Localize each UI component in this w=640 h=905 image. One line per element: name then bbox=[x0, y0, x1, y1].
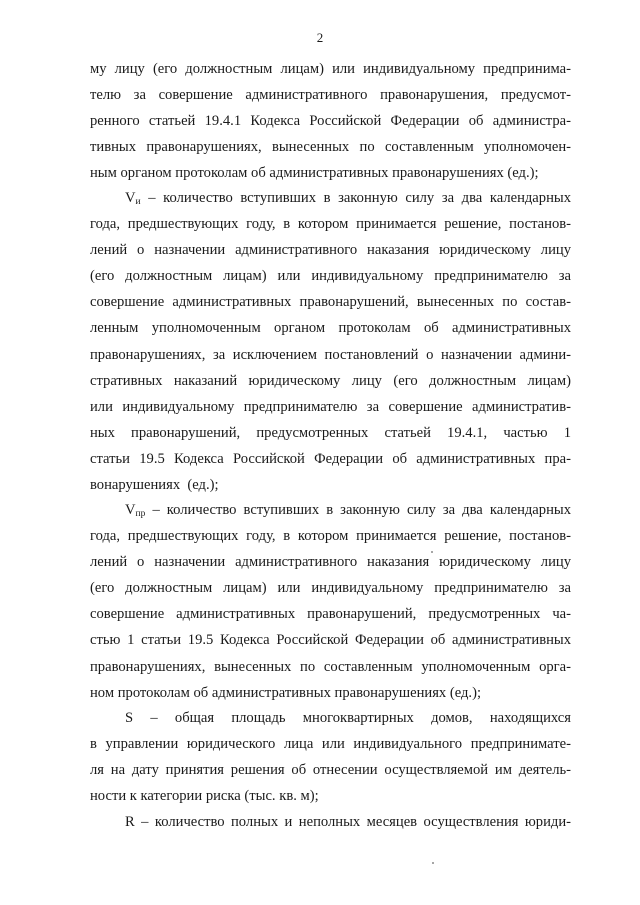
text-line: года, предшествующих году, в котором принимается решение, постанов- bbox=[90, 216, 571, 233]
paragraph-s bbox=[90, 705, 571, 809]
definition-first-line: R – количество полных и неполных месяцев осуществления юриди- bbox=[125, 814, 571, 830]
text-line: му лицу (его должностным лицам) или индивидуальному предпринима- bbox=[90, 61, 571, 77]
text-line: ренного статьей 19.4.1 Кодекса Российской Федерации об администра- bbox=[90, 113, 571, 130]
text-line: тивных правонарушениях, вынесенных по составленным уполномочен- bbox=[90, 139, 571, 156]
definition-first-line bbox=[90, 497, 571, 523]
text-line: ля на дату принятия решения об отнесении осуществляемой им деятель- bbox=[90, 762, 571, 779]
text-line: в управлении юридического лица или индивидуального предпринимате- bbox=[90, 736, 571, 753]
text-line: совершение административных правонарушений, предусмотренных ча- bbox=[90, 606, 571, 623]
page-number: 2 bbox=[316, 30, 324, 45]
text-line: (его должностным лицам) или индивидуальному предпринимателю за bbox=[90, 268, 571, 285]
text-line: вонарушениях (ед.); bbox=[90, 477, 219, 494]
text-line: года, предшествующих году, в котором принимается решение, постанов- bbox=[90, 528, 571, 545]
paragraph-v-pr bbox=[90, 497, 571, 706]
text-line: стью 1 статьи 19.5 Кодекса Российской Федерации об административных bbox=[90, 632, 571, 649]
text-line: лений о назначении административного наказания юридическому лицу bbox=[90, 242, 571, 259]
variable-symbol: V bbox=[125, 190, 136, 206]
definition-text: – количество вступивших в законную силу за два календарных bbox=[145, 502, 571, 518]
text-line: правонарушениях, вынесенных по составленным уполномоченным орга- bbox=[90, 658, 571, 675]
text-line: телю за совершение административного правонарушения, предусмот- bbox=[90, 87, 571, 104]
text-line: совершение административных правонарушений, вынесенных по состав- bbox=[90, 294, 571, 311]
paragraph-v-i bbox=[90, 185, 571, 498]
variable-subscript: и bbox=[135, 197, 141, 207]
text-line: (его должностным лицам) или индивидуальному предпринимателю за bbox=[90, 580, 571, 597]
variable-subscript: пр bbox=[135, 509, 146, 519]
definition-first-line: S – общая площадь многоквартирных домов, находящихся bbox=[125, 710, 571, 726]
text-line: ным органом протоколам об административных правонарушениях (ед.); bbox=[90, 165, 539, 182]
paragraph-r bbox=[90, 809, 571, 835]
text-line: ных правонарушений, предусмотренных статьей 19.4.1, частью 1 bbox=[90, 424, 571, 441]
text-line: статьи 19.5 Кодекса Российской Федерации об административных пра- bbox=[90, 450, 571, 467]
scan-speck bbox=[432, 862, 434, 864]
text-line: или индивидуальному предпринимателю за совершение административ- bbox=[90, 398, 571, 415]
text-line: ленным уполномоченным органом протоколам об административных bbox=[90, 320, 571, 337]
text-line: стративных наказаний юридическому лицу (его должностным лицам) bbox=[90, 372, 571, 389]
definition-text: – количество вступивших в законную силу за два календарных bbox=[140, 190, 571, 206]
text-line: правонарушениях, за исключением постановлений о назначении админи- bbox=[90, 346, 571, 363]
variable-symbol: V bbox=[125, 502, 136, 518]
definition-first-line bbox=[90, 185, 571, 211]
text-line: ном протоколам об административных правонарушениях (ед.); bbox=[90, 684, 481, 701]
text-line: ности к категории риска (тыс. кв. м); bbox=[90, 788, 319, 805]
scan-speck bbox=[431, 551, 433, 553]
paragraph-continuation bbox=[90, 56, 571, 186]
text-line: лений о назначении административного наказания юридическому лицу bbox=[90, 554, 571, 571]
